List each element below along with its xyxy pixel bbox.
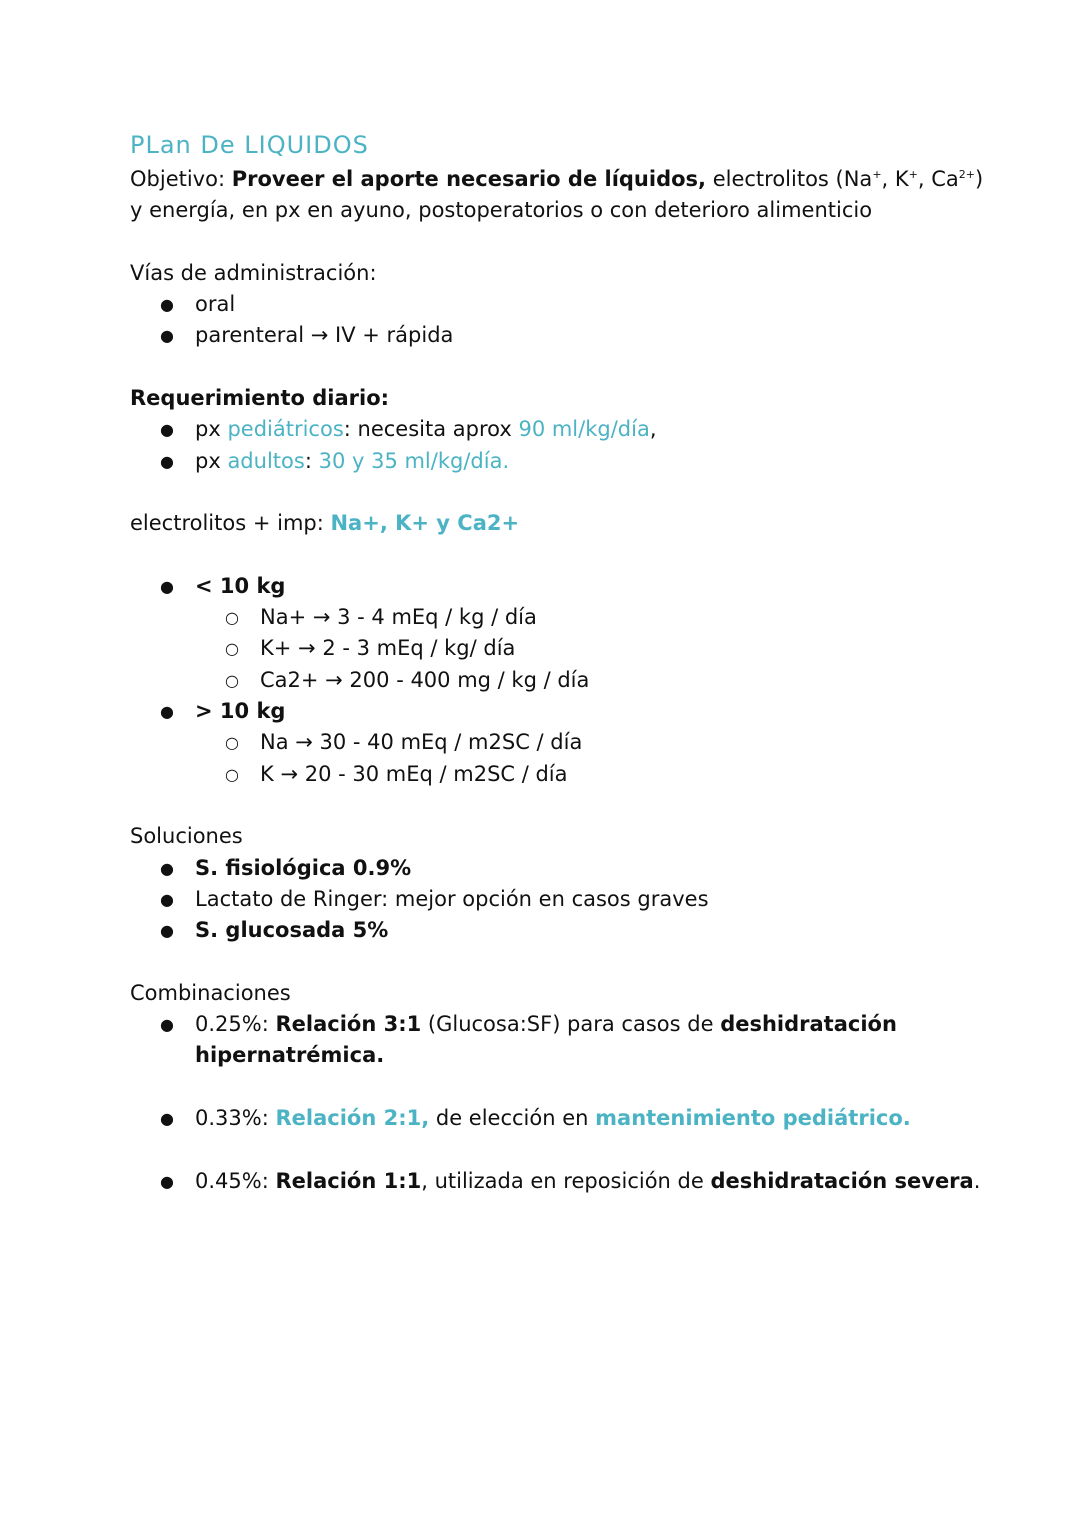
solutions-heading: Soluciones [130, 824, 243, 849]
sub-list-item: ○ Na+ → 3 - 4 mEq / kg / día [195, 602, 990, 633]
highlight-text: pediátricos [227, 417, 344, 442]
list-item: ● S. fisiológica 0.9% [130, 853, 990, 884]
combinations-list [130, 1166, 990, 1197]
objective-label: Objetivo: [130, 167, 232, 191]
text: . [973, 1168, 981, 1193]
sub-list [195, 602, 990, 696]
text: 0.33%: [195, 1105, 276, 1130]
list-item [130, 414, 990, 445]
objective-text: ) [974, 167, 984, 191]
highlight-text: mantenimiento pediátrico. [595, 1105, 911, 1130]
list-item: ● Lactato de Ringer: mejor opción en casos graves [130, 884, 990, 915]
superscript: 2+ [958, 168, 975, 181]
solutions-list [130, 853, 990, 947]
routes-list [130, 289, 990, 352]
electrolytes-line [130, 508, 990, 539]
text: 0.25%: [195, 1012, 276, 1037]
superscript: + [872, 168, 882, 181]
document-page [130, 128, 990, 1197]
objective-text: , K [881, 167, 909, 191]
requirement-heading: Requerimiento diario: [130, 386, 390, 411]
objective-text: electrolitos (Na [706, 167, 873, 191]
text: electrolitos + imp: [130, 511, 331, 536]
sub-list-item: ○ K+ → 2 - 3 mEq / kg/ día [195, 633, 990, 664]
objective-text: , Ca [917, 167, 959, 191]
group-label: < 10 kg [195, 573, 286, 598]
routes-heading: Vías de administración: [130, 260, 377, 285]
list-item [130, 1103, 990, 1134]
highlight-text: 90 ml/kg/día [518, 417, 650, 442]
sub-list-item: ○ K → 20 - 30 mEq / m2SC / día [195, 759, 990, 790]
objective-bold: Proveer el aporte necesario de líquidos, [231, 167, 707, 191]
combinations-list [130, 1009, 990, 1072]
sub-list [195, 727, 990, 790]
text: : necesita aprox [343, 417, 519, 442]
sub-list-item: ○ Na → 30 - 40 mEq / m2SC / día [195, 727, 990, 758]
text: de elección en [429, 1105, 596, 1130]
text: 0.45%: [195, 1168, 276, 1193]
bold-text: deshidratación hipernatrémica. [195, 1012, 897, 1068]
list-item [130, 571, 990, 696]
list-item [130, 1009, 990, 1072]
highlight-text: Relación 2:1, [275, 1105, 430, 1130]
highlight-text: adultos [227, 448, 305, 473]
bold-text: Relación 1:1 [275, 1168, 422, 1193]
list-item [130, 1166, 990, 1197]
combinations-heading: Combinaciones [130, 980, 291, 1005]
list-item: ● S. glucosada 5% [130, 915, 990, 946]
highlight-text: 30 y 35 ml/kg/día. [318, 448, 510, 473]
text: , [649, 417, 657, 442]
list-item: ● parenteral → IV + rápida [130, 320, 990, 351]
superscript: + [908, 168, 918, 181]
page-title: PLan De LIQUIDOS [130, 131, 369, 159]
list-item [130, 446, 990, 477]
combinations-list [130, 1103, 990, 1134]
sub-list-item: ○ Ca2+ → 200 - 400 mg / kg / día [195, 665, 990, 696]
bold-text: deshidratación severa [710, 1168, 974, 1193]
bold-text: Relación 3:1 [275, 1012, 422, 1037]
requirement-list [130, 414, 990, 477]
list-item: ● oral [130, 289, 990, 320]
objective-line2: y energía, en px en ayuno, postoperatorios o con deterioro alimenticio [130, 198, 873, 223]
text: px [195, 448, 228, 473]
list-item [130, 696, 990, 790]
objective-paragraph [130, 164, 990, 227]
group-label: > 10 kg [195, 699, 286, 724]
text: px [195, 417, 228, 442]
text: , utilizada en reposición de [421, 1168, 711, 1193]
highlight-text: Na+, K+ y Ca2+ [330, 511, 520, 536]
text: (Glucosa:SF) para casos de [421, 1012, 721, 1037]
text: : [304, 448, 319, 473]
electrolyte-groups [130, 571, 990, 790]
